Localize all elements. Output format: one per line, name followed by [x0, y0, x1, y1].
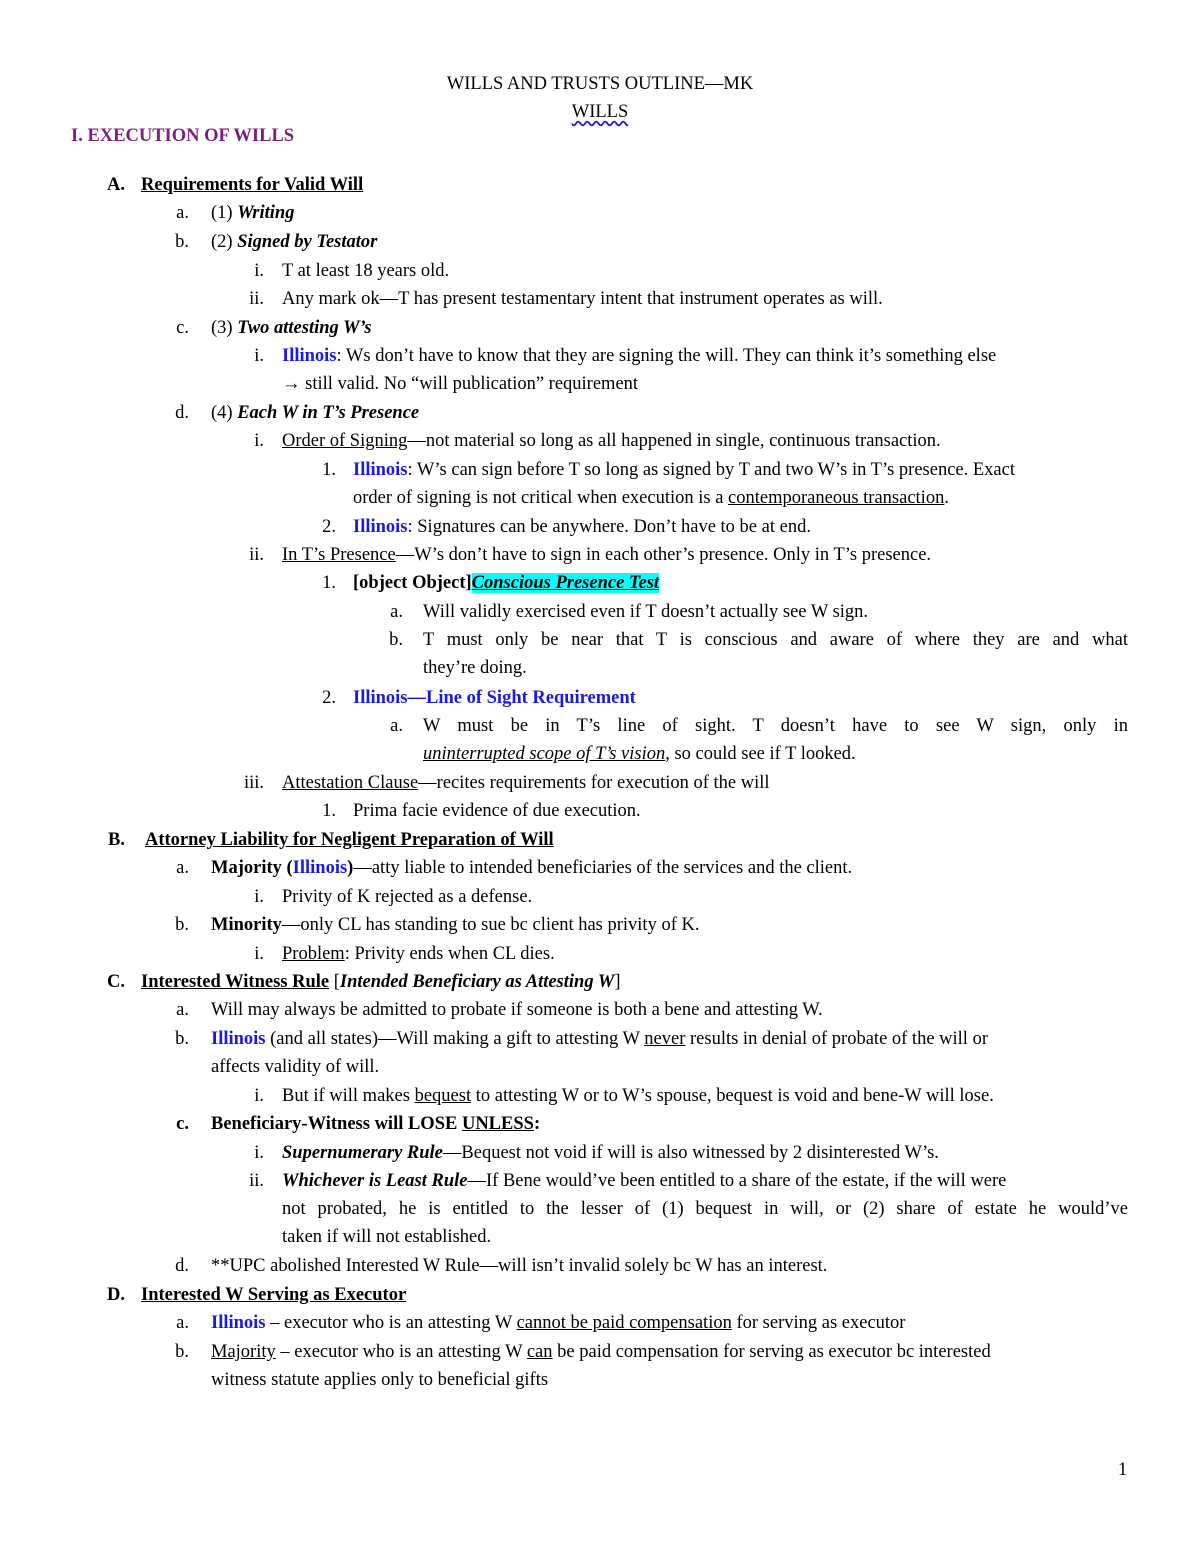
outline-number: a. [176, 858, 189, 878]
outline-number: ii. [249, 289, 264, 309]
outline-item: Will may always be admitted to probate if someone is both a bene and attesting W. [211, 1000, 823, 1020]
outline-number: D. [107, 1285, 125, 1305]
outline-number: d. [175, 403, 189, 423]
outline-item: Problem: Privity ends when CL dies. [282, 944, 555, 964]
outline-item: Order of Signing—not material so long as all happened in single, continuous transaction. [282, 431, 941, 451]
outline-number: i. [254, 261, 264, 281]
outline-item: Prima facie evidence of due execution. [353, 801, 641, 821]
outline-number: 1. [322, 573, 336, 593]
page-number: 1 [1118, 1460, 1128, 1480]
outline-number: 2. [322, 688, 336, 708]
outline-number: a. [390, 716, 403, 736]
outline-item: (4) Each W in T’s Presence [211, 403, 420, 423]
outline-item: W must be in T’s line of sight. T doesn’t have to see W sign, only in [423, 716, 1128, 736]
outline-item-continued: not probated, he is entitled to the lesser of (1) bequest in will, or (2) share of estate he would’ve [282, 1199, 1128, 1219]
outline-number: 2. [322, 517, 336, 537]
outline-number: i. [254, 1143, 264, 1163]
outline-item-continued: witness statute applies only to beneficial gifts [211, 1370, 549, 1390]
outline-item: In T’s Presence—W’s don’t have to sign in each other’s presence. Only in T’s presence. [282, 545, 932, 565]
outline-number: i. [254, 1086, 264, 1106]
outline-item: Whichever is Least Rule—If Bene would’ve been entitled to a share of the estate, if the will were [282, 1171, 1007, 1191]
outline-item: Any mark ok—T has present testamentary intent that instrument operates as will. [282, 289, 883, 309]
outline-number: B. [108, 830, 125, 850]
outline-item: (1) Writing [211, 203, 295, 223]
outline-item: (3) Two attesting W’s [211, 318, 372, 338]
outline-item: T at least 18 years old. [282, 261, 450, 281]
section-a-title: Requirements for Valid Will [141, 175, 364, 195]
outline-number: a. [176, 203, 189, 223]
outline-item: Illinois (and all states)—Will making a gift to attesting W never results in denial of probate of the will or [211, 1029, 988, 1049]
outline-number: a. [176, 1313, 189, 1333]
outline-number: b. [389, 630, 403, 650]
outline-item: But if will makes bequest to attesting W or to W’s spouse, bequest is void and bene-W will lose. [282, 1086, 994, 1106]
outline-number: ii. [249, 545, 264, 565]
outline-number: d. [175, 1256, 189, 1276]
document-title: WILLS AND TRUSTS OUTLINE—MK [446, 74, 754, 94]
highlighted-term: Conscious Presence Test [471, 573, 660, 593]
outline-item: Minority—only CL has standing to sue bc client has privity of K. [211, 915, 700, 935]
section-c-title: Interested Witness Rule [Intended Beneficiary as Attesting W] [141, 972, 621, 992]
outline-number: i. [254, 431, 264, 451]
outline-number: i. [254, 944, 264, 964]
outline-number: 1. [322, 460, 336, 480]
outline-number: iii. [243, 773, 264, 793]
outline-number: b. [175, 1029, 189, 1049]
outline-item: Attestation Clause—recites requirements for execution of the will [282, 773, 770, 793]
outline-number: b. [175, 232, 189, 252]
outline-item: Illinois – executor who is an attesting W cannot be paid compensation for serving as executor [211, 1313, 906, 1333]
outline-item-continued: → still valid. No “will publication” requirement [282, 374, 639, 394]
outline-item: Majority – executor who is an attesting W can be paid compensation for serving as executor bc interested [211, 1342, 991, 1362]
outline-number: b. [175, 915, 189, 935]
outline-number: c. [176, 1114, 189, 1134]
outline-number: i. [254, 887, 264, 907]
outline-item-continued: order of signing is not critical when execution is a contemporaneous transaction. [353, 488, 949, 508]
outline-number: a. [176, 1000, 189, 1020]
outline-number: C. [107, 972, 125, 992]
outline-item-continued: taken if will not established. [282, 1227, 492, 1247]
outline-number: b. [175, 1342, 189, 1362]
outline-item: Majority (Illinois)—atty liable to intended beneficiaries of the services and the client. [211, 858, 853, 878]
outline-number: i. [254, 346, 264, 366]
outline-item: Privity of K rejected as a defense. [282, 887, 533, 907]
section-heading: I. EXECUTION OF WILLS [71, 126, 295, 146]
outline-item: Illinois: W’s can sign before T so long as signed by T and two W’s in T’s presence. Exact [353, 460, 1015, 480]
outline-number: ii. [249, 1171, 264, 1191]
outline-number: A. [107, 175, 125, 195]
document-subtitle: WILLS [571, 102, 629, 122]
outline-item: T must only be near that T is conscious and aware of where they are and what [423, 630, 1128, 650]
outline-item-continued: they’re doing. [423, 658, 527, 678]
outline-item-continued: affects validity of will. [211, 1057, 380, 1077]
outline-item: **UPC abolished Interested W Rule—will isn’t invalid solely bc W has an interest. [211, 1256, 828, 1276]
outline-item: Will validly exercised even if T doesn’t actually see W sign. [423, 602, 869, 622]
outline-number: a. [390, 602, 403, 622]
outline-item: Supernumerary Rule—Bequest not void if will is also witnessed by 2 disinterested W’s. [282, 1143, 939, 1163]
section-d-title: Interested W Serving as Executor [141, 1285, 407, 1305]
section-b-title: Attorney Liability for Negligent Preparation of Will [145, 830, 554, 850]
outline-item: Illinois—Line of Sight Requirement [353, 688, 636, 708]
outline-item-continued: uninterrupted scope of T’s vision, so could see if T looked. [423, 744, 856, 764]
outline-item: Beneficiary-Witness will LOSE UNLESS: [211, 1114, 541, 1134]
outline-number: c. [176, 318, 189, 338]
outline-item: [object Object]Conscious Presence Test [353, 573, 660, 593]
outline-number: 1. [322, 801, 336, 821]
arrow-icon: → [282, 374, 301, 394]
outline-item: Illinois: Signatures can be anywhere. Don’t have to be at end. [353, 517, 811, 537]
outline-item: (2) Signed by Testator [211, 232, 378, 252]
outline-item: Illinois: Ws don’t have to know that they are signing the will. They can think it’s something else [282, 346, 997, 366]
